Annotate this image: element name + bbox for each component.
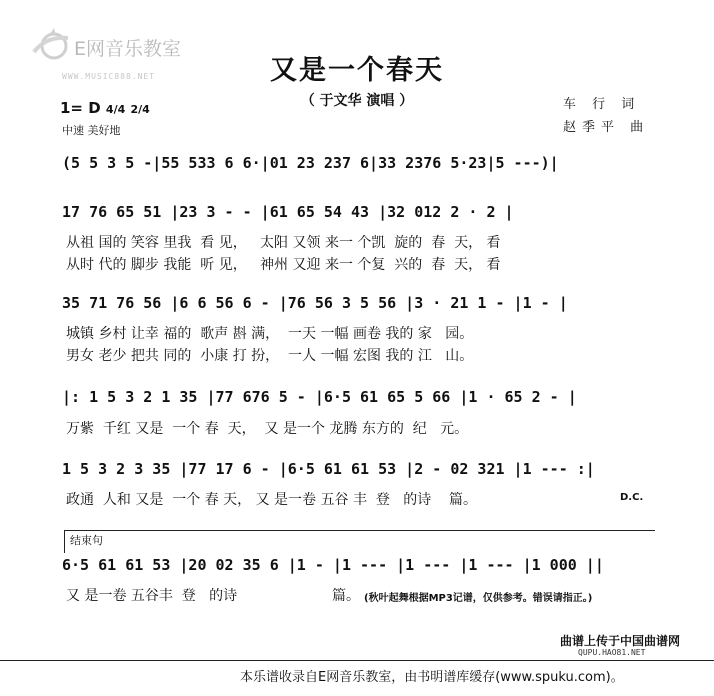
source-text: 本乐谱收录自E网音乐教室，由书明谱库缓存(www.spuku.com)。 — [240, 670, 624, 685]
lyrics-line-4: 万紫 千红 又是 一个 春 天， 又 是一个 龙腾 东方的 纪 元。 — [66, 421, 469, 437]
time-signature-a: 4/4 — [105, 103, 126, 116]
score-line-3: 35 71 76 56 |6 6 56 6 - |76 56 3 5 56 |3 · 21 1 - |1 - | — [62, 294, 568, 312]
lyricist: 车 行 词 — [563, 97, 641, 112]
upload-text: 曲谱上传于中国曲谱网 — [560, 634, 681, 648]
lyrics-line-3b: 男女 老少 把共 同的 小康 打 扮， 一人 一幅 宏图 我的 江 山。 — [66, 348, 474, 364]
performer: （ 于文华 演唱 ） — [300, 93, 414, 109]
score-line-4: |: 1 5 3 2 1 35 |77 676 5 - |6·5 61 65 5 66 |1 · 65 2 - | — [62, 388, 577, 406]
logo-text: E网音乐教室 — [74, 38, 182, 60]
score-line-2: 17 76 65 51 |23 3 - - |61 65 54 43 |32 012 2 · 2 | — [62, 203, 514, 221]
ending-label: 结束句 — [70, 534, 103, 547]
time-signature-b: 2/4 — [130, 103, 150, 116]
dc-mark: D.C. — [620, 492, 644, 503]
lyrics-line-6-tail: 篇。 — [332, 588, 360, 604]
composer: 赵季平 曲 — [563, 120, 650, 135]
lyrics-line-3a: 城镇 乡村 让幸 福的 歌声 斟 满， 一天 一幅 画卷 我的 家 园。 — [66, 326, 474, 342]
lyrics-line-2a: 从祖 国的 笑容 里我 看 见， 太阳 又领 来一 个凯 旋的 春 天， 看 — [66, 235, 501, 251]
upload-url: QUPU.HAO81.NET — [578, 648, 646, 657]
score-line-1: (5 5 3 5 -|55 533 6 6·|01 23 237 6|33 2376 5·23|5 ---)| — [62, 154, 559, 172]
footer-divider — [0, 660, 714, 661]
lyrics-line-5: 政通 人和 又是 一个 春 天， 又 是一卷 五谷 丰 登 的诗 篇。 — [66, 492, 478, 508]
score-line-5: 1 5 3 2 3 35 |77 17 6 - |6·5 61 61 53 |2 - 02 321 |1 --- :| — [62, 460, 595, 478]
logo-url: WWW.MUSIC888.NET — [62, 72, 156, 81]
lyrics-line-2b: 从时 代的 脚步 我能 听 见， 神州 又迎 来一 个复 兴的 春 天， 看 — [66, 257, 501, 273]
score-line-6: 6·5 61 61 53 |20 02 35 6 |1 - |1 --- |1 --- |1 --- |1 000 || — [62, 556, 604, 574]
lyrics-line-6: 又 是一卷 五谷丰 登 的诗 — [66, 588, 238, 604]
page-title: 又是一个春天 — [270, 55, 444, 86]
transcription-note: (秋叶起舞根据MP3记谱，仅供参考。错误请指正。) — [364, 593, 593, 604]
key-signature — [60, 99, 150, 117]
ending-bracket — [64, 530, 655, 553]
tempo-marking: 中速 美好地 — [62, 124, 121, 137]
key-text: 1= D — [60, 99, 101, 117]
